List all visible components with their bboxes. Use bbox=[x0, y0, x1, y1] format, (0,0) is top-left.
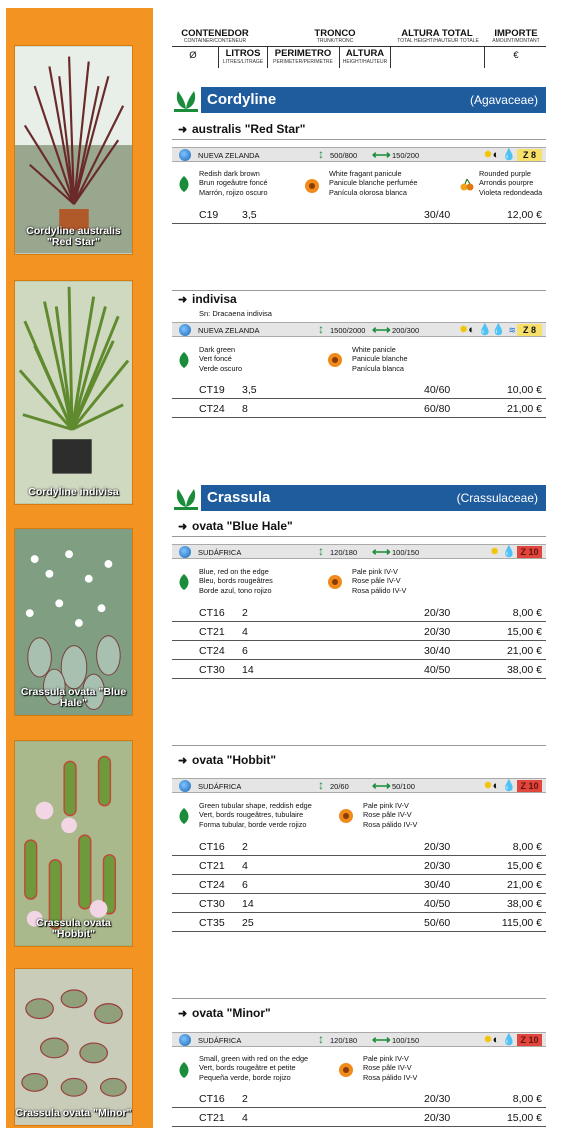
leaf-desc-fr: Vert foncé bbox=[199, 354, 232, 364]
vertical-arrow-icon: ↕ bbox=[318, 544, 324, 558]
row-trunk: 20/30 bbox=[424, 860, 451, 872]
row-litres: 2 bbox=[242, 1093, 248, 1105]
leaf-description bbox=[199, 1054, 308, 1082]
height-range: 500/800 bbox=[330, 151, 358, 160]
genus-banner-crassula bbox=[172, 485, 546, 511]
header-vline bbox=[218, 46, 219, 68]
photo-crassula-hobbit bbox=[14, 740, 133, 947]
hardiness-zone: Z 10 bbox=[517, 780, 542, 792]
variety-title bbox=[178, 753, 276, 767]
row-code: CT19 bbox=[199, 384, 225, 396]
row-litres: 14 bbox=[242, 898, 254, 910]
width-range: 150/200 bbox=[392, 151, 420, 160]
sun-icon: ✹ bbox=[483, 780, 493, 792]
header-perimetro: PERIMETRO bbox=[274, 48, 332, 59]
fruit-desc-es: Violeta redondeada bbox=[479, 187, 543, 197]
row-trunk: 30/40 bbox=[424, 645, 451, 657]
crassula-hobbit-illustration bbox=[15, 741, 132, 946]
horizontal-arrow-icon: ⟷ bbox=[372, 778, 391, 793]
water-drop-icon: 💧 bbox=[502, 149, 516, 161]
cordyline-indivisa-illustration bbox=[15, 281, 132, 504]
flower-description bbox=[363, 801, 417, 829]
plant-leaf-icon bbox=[172, 87, 200, 113]
price-row bbox=[172, 205, 546, 224]
row-litres: 6 bbox=[242, 645, 248, 657]
row-litres: 4 bbox=[242, 860, 248, 872]
leaf-desc-en: Dark green bbox=[199, 345, 236, 354]
water-drop-icon: 💧 bbox=[491, 324, 506, 336]
row-code: CT21 bbox=[199, 860, 225, 872]
header-tronco: TRONCO bbox=[314, 28, 356, 39]
globe-icon bbox=[179, 149, 191, 161]
leaf-desc-es: Forma tubular, borde verde rojizo bbox=[199, 819, 307, 829]
wind-icon: ≋ bbox=[508, 325, 516, 335]
flower-icon bbox=[338, 1062, 354, 1078]
price-row bbox=[172, 660, 546, 679]
row-trunk: 30/40 bbox=[424, 879, 451, 891]
sun-icon: ✹ bbox=[490, 546, 500, 558]
flower-description bbox=[352, 345, 408, 373]
row-litres: 2 bbox=[242, 607, 248, 619]
variety-name: ovata "Minor" bbox=[192, 1006, 271, 1020]
price-row bbox=[172, 399, 546, 418]
plant-info-bar bbox=[172, 778, 546, 793]
genus-name: Cordyline bbox=[207, 91, 277, 108]
arrow-right-icon: ➜ bbox=[178, 1008, 188, 1020]
row-price: 8,00 € bbox=[512, 1093, 542, 1105]
water-drop-icon: 💧 bbox=[502, 1034, 516, 1046]
variety-name: indivisa bbox=[192, 292, 237, 306]
header-contenedor: CONTENEDOR bbox=[181, 28, 249, 39]
origin: SUDÁFRICA bbox=[198, 1036, 242, 1045]
flower-description bbox=[352, 567, 406, 595]
row-price: 38,00 € bbox=[506, 664, 542, 676]
variety-title bbox=[178, 519, 293, 533]
flower-desc-fr: Panicule blanche perfumée bbox=[329, 178, 418, 188]
leaf-icon bbox=[178, 808, 190, 824]
price-row bbox=[172, 875, 546, 894]
fruit-icon bbox=[460, 178, 474, 192]
flower-desc-es: Panícula olorosa blanca bbox=[329, 187, 407, 197]
row-litres: 3,5 bbox=[242, 384, 257, 396]
half-shade-sun-icon: ◐ bbox=[492, 149, 500, 161]
hardiness-zone: Z 8 bbox=[517, 324, 542, 336]
flower-desc-es: Rosa pálido IV-V bbox=[363, 1072, 418, 1082]
price-row bbox=[172, 1089, 546, 1108]
leaf-icon bbox=[178, 352, 190, 368]
row-price: 21,00 € bbox=[506, 403, 542, 415]
care-icons bbox=[483, 149, 516, 161]
leaf-desc-es: Pequeña verde, borde rojizo bbox=[199, 1072, 291, 1082]
crassula-minor-illustration bbox=[15, 969, 132, 1125]
photo-caption: Crassula ovata "Hobbit" bbox=[36, 917, 111, 940]
row-litres: 25 bbox=[242, 917, 254, 929]
leaf-icon bbox=[178, 574, 190, 590]
variety-title bbox=[178, 1006, 271, 1020]
row-trunk: 60/80 bbox=[424, 403, 451, 415]
hardiness-zone: Z 10 bbox=[517, 1034, 542, 1046]
column-header bbox=[172, 28, 546, 68]
row-code: CT16 bbox=[199, 1093, 225, 1105]
price-row bbox=[172, 1108, 546, 1127]
vertical-arrow-icon: ↕ bbox=[318, 1032, 324, 1046]
care-icons bbox=[483, 1034, 516, 1046]
row-price: 115,00 € bbox=[501, 917, 542, 929]
width-range: 50/100 bbox=[392, 782, 415, 791]
width-range: 100/150 bbox=[392, 548, 420, 557]
row-price: 21,00 € bbox=[506, 879, 542, 891]
row-price: 15,00 € bbox=[506, 626, 542, 638]
header-divider bbox=[172, 46, 546, 47]
leaf-icon bbox=[178, 1062, 190, 1078]
leaf-desc-es: Verde oscuro bbox=[199, 363, 242, 373]
plant-info-bar bbox=[172, 1032, 546, 1047]
width-range: 100/150 bbox=[392, 1036, 420, 1045]
header-litros: LITROS bbox=[225, 48, 261, 59]
photo-crassula-blue-hale bbox=[14, 528, 133, 716]
water-drop-icon: 💧 bbox=[502, 780, 516, 792]
horizontal-arrow-icon: ⟷ bbox=[372, 322, 391, 337]
horizontal-arrow-icon: ⟷ bbox=[372, 1032, 391, 1047]
sun-icon: ✹ bbox=[459, 324, 469, 336]
globe-icon bbox=[179, 324, 191, 336]
price-row bbox=[172, 380, 546, 399]
header-vline bbox=[484, 46, 485, 68]
row-trunk: 20/30 bbox=[424, 1093, 451, 1105]
divider bbox=[172, 745, 546, 746]
header-currency: € bbox=[513, 50, 519, 61]
price-row bbox=[172, 603, 546, 622]
variety-title bbox=[178, 292, 237, 306]
row-code: CT21 bbox=[199, 626, 225, 638]
row-code: CT35 bbox=[199, 917, 225, 929]
row-price: 15,00 € bbox=[506, 1112, 542, 1124]
row-trunk: 20/30 bbox=[424, 1112, 451, 1124]
synonym: Sn: Dracaena indivisa bbox=[199, 309, 272, 318]
row-litres: 4 bbox=[242, 1112, 248, 1124]
flower-description bbox=[329, 169, 417, 197]
leaf-desc-fr: Vert, bords rougeâtre et petite bbox=[199, 1063, 296, 1073]
genus-family: (Crassulaceae) bbox=[456, 491, 538, 505]
row-trunk: 40/50 bbox=[424, 664, 451, 676]
price-row bbox=[172, 622, 546, 641]
row-price: 21,00 € bbox=[506, 645, 542, 657]
row-litres: 14 bbox=[242, 664, 254, 676]
horizontal-arrow-icon: ⟷ bbox=[372, 544, 391, 559]
care-icons bbox=[490, 546, 516, 558]
origin: NUEVA ZELANDA bbox=[198, 326, 260, 335]
sun-icon: ✹ bbox=[483, 149, 493, 161]
height-range: 20/60 bbox=[330, 782, 349, 791]
vertical-arrow-icon: ↕ bbox=[318, 147, 324, 161]
leaf-desc-fr: Brun rogeâutre foncé bbox=[199, 178, 268, 188]
row-price: 8,00 € bbox=[512, 607, 542, 619]
flower-desc-es: Rosa pálido IV-V bbox=[352, 585, 407, 595]
globe-icon bbox=[179, 546, 191, 558]
row-trunk: 20/30 bbox=[424, 841, 451, 853]
row-trunk: 50/60 bbox=[424, 917, 451, 929]
row-code: CT30 bbox=[199, 664, 225, 676]
row-price: 15,00 € bbox=[506, 860, 542, 872]
care-icons bbox=[459, 324, 516, 336]
sun-icon: ✹ bbox=[483, 1034, 493, 1046]
flower-icon bbox=[327, 574, 343, 590]
flower-desc-fr: Rose pâle IV-V bbox=[363, 810, 412, 820]
leaf-desc-es: Marrón, rojizo oscuro bbox=[199, 187, 268, 197]
flower-desc-fr: Panicule blanche bbox=[352, 354, 408, 364]
height-range: 1500/2000 bbox=[330, 326, 366, 335]
leaf-description bbox=[199, 345, 242, 373]
plant-info-bar bbox=[172, 544, 546, 559]
width-range: 200/300 bbox=[392, 326, 420, 335]
row-price: 10,00 € bbox=[506, 384, 542, 396]
vertical-arrow-icon: ↕ bbox=[318, 778, 324, 792]
variety-title bbox=[178, 122, 305, 136]
genus-banner-cordyline bbox=[172, 87, 546, 113]
arrow-right-icon: ➜ bbox=[178, 124, 188, 136]
photo-cordyline-red-star bbox=[14, 45, 133, 255]
price-row bbox=[172, 913, 546, 932]
row-code: CT24 bbox=[199, 403, 225, 415]
flower-desc-en: White panicle bbox=[352, 345, 396, 354]
divider bbox=[172, 290, 546, 291]
divider bbox=[172, 139, 546, 140]
photo-caption: Cordyline australis "Red Star" bbox=[26, 225, 121, 248]
arrow-right-icon: ➜ bbox=[178, 294, 188, 306]
plant-info-bar bbox=[172, 322, 546, 337]
fruit-desc-en: Rounded purple bbox=[479, 169, 531, 178]
water-drop-icon: 💧 bbox=[477, 324, 492, 336]
flower-desc-fr: Rose pâle IV-V bbox=[363, 1063, 412, 1073]
globe-icon bbox=[179, 780, 191, 792]
row-code: CT24 bbox=[199, 645, 225, 657]
row-code: CT16 bbox=[199, 607, 225, 619]
half-shade-sun-icon: ◐ bbox=[492, 1034, 500, 1046]
photo-caption: Crassula ovata "Blue Hale" bbox=[20, 686, 127, 709]
flower-icon bbox=[304, 178, 320, 194]
fruit-description bbox=[479, 169, 542, 197]
header-litros-sub: LITRES/LITRAGE bbox=[222, 59, 264, 65]
flower-desc-fr: Rose pâle IV-V bbox=[352, 576, 401, 586]
header-altura-sub: HEIGHT/HAUTEUR bbox=[342, 59, 388, 65]
arrow-right-icon: ➜ bbox=[178, 521, 188, 533]
flower-desc-en: White fragant panicule bbox=[329, 169, 402, 178]
row-trunk: 20/30 bbox=[424, 626, 451, 638]
price-row bbox=[172, 837, 546, 856]
care-icons bbox=[483, 780, 516, 792]
plant-leaf-icon bbox=[172, 485, 200, 511]
variety-name: australis "Red Star" bbox=[192, 122, 306, 136]
plant-info-bar bbox=[172, 147, 546, 162]
flower-desc-en: Pale pink IV-V bbox=[363, 801, 409, 810]
price-row bbox=[172, 856, 546, 875]
cordyline-red-star-illustration bbox=[15, 46, 132, 254]
leaf-desc-en: Green tubular shape, reddish edge bbox=[199, 801, 312, 810]
genus-bar bbox=[201, 87, 546, 113]
header-altura: ALTURA bbox=[345, 48, 385, 59]
origin: SUDÁFRICA bbox=[198, 782, 242, 791]
row-price: 12,00 € bbox=[506, 209, 542, 221]
divider bbox=[172, 536, 546, 537]
row-trunk: 40/50 bbox=[424, 898, 451, 910]
flower-desc-es: Rosa pálido IV-V bbox=[363, 819, 418, 829]
origin: SUDÁFRICA bbox=[198, 548, 242, 557]
leaf-description bbox=[199, 801, 312, 829]
row-trunk: 40/60 bbox=[424, 384, 451, 396]
hardiness-zone: Z 8 bbox=[517, 149, 542, 161]
height-range: 120/180 bbox=[330, 548, 358, 557]
header-vline bbox=[390, 46, 391, 68]
genus-name: Crassula bbox=[207, 489, 271, 506]
row-price: 38,00 € bbox=[506, 898, 542, 910]
variety-name: ovata "Blue Hale" bbox=[192, 519, 293, 533]
leaf-icon bbox=[178, 176, 190, 192]
leaf-desc-fr: Bleu, bords rougeâtres bbox=[199, 576, 273, 586]
photo-caption: Cordyline indivisa bbox=[28, 486, 119, 498]
header-importe-sub: AMOUNT/MONTANT bbox=[492, 38, 540, 44]
header-diameter: Ø bbox=[189, 50, 197, 61]
height-range: 120/180 bbox=[330, 1036, 358, 1045]
flower-icon bbox=[338, 808, 354, 824]
row-litres: 3,5 bbox=[242, 209, 257, 221]
leaf-desc-en: Blue, red on the edge bbox=[199, 567, 269, 576]
arrow-right-icon: ➜ bbox=[178, 755, 188, 767]
half-shade-sun-icon: ◐ bbox=[492, 780, 500, 792]
variety-name: ovata "Hobbit" bbox=[192, 753, 277, 767]
leaf-desc-en: Small, green with red on the edge bbox=[199, 1054, 309, 1063]
header-altura-total: ALTURA TOTAL bbox=[401, 28, 473, 39]
row-trunk: 30/40 bbox=[424, 209, 451, 221]
flower-desc-es: Panícula blanca bbox=[352, 363, 404, 373]
origin: NUEVA ZELANDA bbox=[198, 151, 260, 160]
horizontal-arrow-icon: ⟷ bbox=[372, 147, 391, 162]
row-litres: 2 bbox=[242, 841, 248, 853]
flower-description bbox=[363, 1054, 417, 1082]
hardiness-zone: Z 10 bbox=[517, 546, 542, 558]
row-litres: 8 bbox=[242, 403, 248, 415]
genus-family: (Agavaceae) bbox=[469, 93, 538, 107]
flower-desc-en: Pale pink IV-V bbox=[352, 567, 398, 576]
photo-cordyline-indivisa bbox=[14, 280, 133, 505]
globe-icon bbox=[179, 1034, 191, 1046]
row-code: CT21 bbox=[199, 1112, 225, 1124]
header-contenedor-sub: CONTAINER/CONTENEUR bbox=[183, 38, 247, 44]
row-code: CT16 bbox=[199, 841, 225, 853]
vertical-arrow-icon: ↕ bbox=[318, 322, 324, 336]
photo-crassula-minor bbox=[14, 968, 133, 1126]
row-code: C19 bbox=[199, 209, 219, 221]
leaf-desc-en: Redish dark brown bbox=[199, 169, 260, 178]
flower-icon bbox=[327, 352, 343, 368]
leaf-description bbox=[199, 169, 268, 197]
fruit-desc-fr: Arrondis pourpre bbox=[479, 178, 534, 188]
row-trunk: 20/30 bbox=[424, 607, 451, 619]
header-tronco-sub: TRUNK/TRONC bbox=[316, 38, 354, 44]
row-litres: 6 bbox=[242, 879, 248, 891]
price-row bbox=[172, 894, 546, 913]
header-perimetro-sub: PERIMETER/PERIMETRE bbox=[273, 59, 333, 65]
header-importe: IMPORTE bbox=[494, 28, 538, 39]
leaf-desc-fr: Vert, bords rougeâtres, tubulaire bbox=[199, 810, 304, 820]
water-drop-icon: 💧 bbox=[502, 546, 516, 558]
row-code: CT30 bbox=[199, 898, 225, 910]
leaf-description bbox=[199, 567, 273, 595]
header-altura-total-sub: TOTAL HEIGHT/HAUTEUR TOTALE bbox=[397, 38, 479, 44]
divider bbox=[172, 998, 546, 999]
flower-desc-en: Pale pink IV-V bbox=[363, 1054, 409, 1063]
half-shade-sun-icon: ◐ bbox=[468, 324, 475, 336]
row-code: CT24 bbox=[199, 879, 225, 891]
price-row bbox=[172, 641, 546, 660]
genus-bar bbox=[201, 485, 546, 511]
leaf-desc-es: Borde azul, tono rojizo bbox=[199, 585, 272, 595]
row-price: 8,00 € bbox=[512, 841, 542, 853]
row-litres: 4 bbox=[242, 626, 248, 638]
photo-caption: Crassula ovata "Minor" bbox=[15, 1107, 132, 1119]
